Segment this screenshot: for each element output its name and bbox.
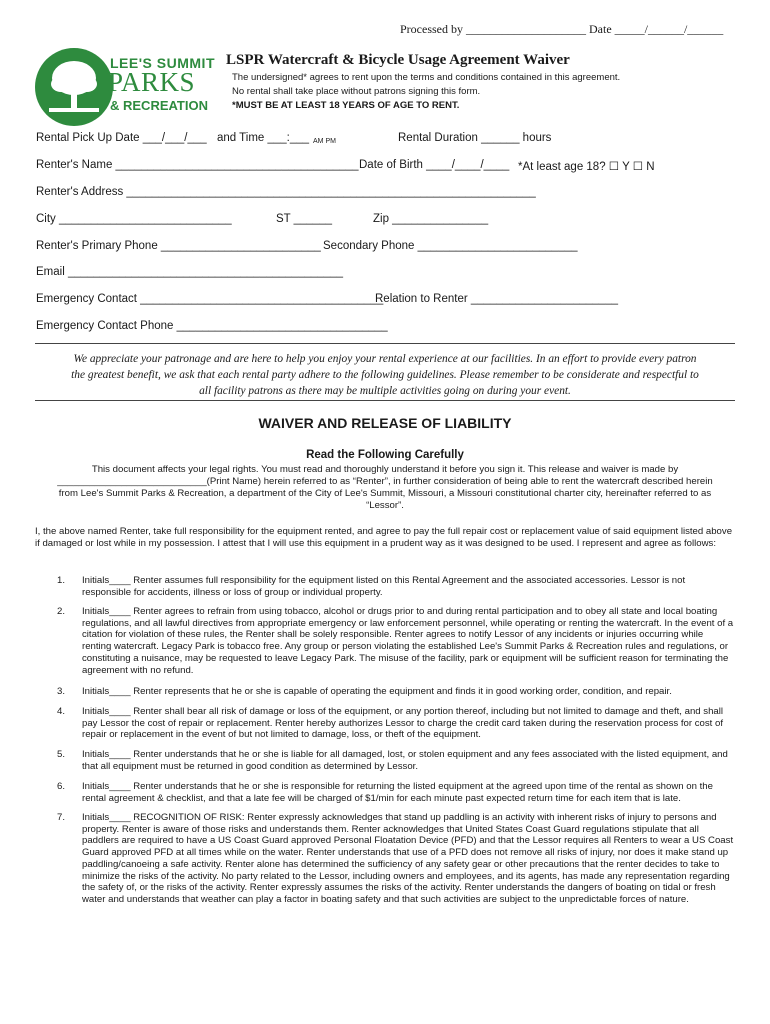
legal-line: “Lessor”. <box>366 500 404 511</box>
secondary-phone-field[interactable]: Secondary Phone _________________________ <box>323 240 578 252</box>
legal-line: from Lee's Summit Parks & Recreation, a department of the City of Lee's Summit, Missouri, a Missouri constitutional charter city, hereinafter referred to as <box>58 488 712 499</box>
renter-name-field[interactable]: Renter's Name ______________________________________ <box>36 159 359 171</box>
item-text: Initials____ Renter agrees to refrain from using tobacco, alcohol or drugs prior to and during rental participation and to obey all state and local boating regulations, and all lawful directives from appropriate emergency or law enforcement personnel, while operating or renting the watercraft. In the event of a citation for violation of these rules, the Renter shall be solely responsible. Renter agrees to notify Lessor of any incidents or injuries occurring while renting watercraft. Legacy Park is tobacco free. Any group or person violating the established Lee's Summit Parks & Recreation rules and regulations, or constituting a nuisance, may be requested to leave Legacy Park. The misuse of the facility, park or equipment will be sufficient reason for terminating the agreement with no refund. <box>82 606 734 676</box>
pickup-time-field[interactable]: and Time ___:___ <box>217 132 310 144</box>
item-text: Initials____ RECOGNITION OF RISK: Renter expressly acknowledges that stand up paddling is an activity with inherent risks of injury to persons and property. Renter is aware of those risks and understands them. Renter acknowledges that United States Coast Guard regulations stipulate that all paddlers are required to have a US Coast Guard approved Personal Floatation Device (PFD) and that the Lessor requires all Renters to wear a US Coast Guard approved PFD at all times while on the water. Renter understands that use of a PFD does not remove all risks of injury, nor does it make stand up paddling/canoeing a safe activity. Renter alone has determined the sufficiency of any safety gear or other precautions that the renter decides to take to minimize the risks of the activity. No party related to the Lessor, including owners and employees, and its agents, has made any representation regarding the safety of, or the risks of the activity. Renter expressly assumes the risks of the activity. Renter understands the dangers of boating on tidal or fresh water and understands that weather can play a factor in boating safety and that such activities are subject to the unpredictable forces of nature. <box>82 812 734 905</box>
tree-icon <box>35 48 113 126</box>
zip-field[interactable]: Zip _______________ <box>373 213 489 225</box>
address-field[interactable]: Renter's Address ________________________________________________________________ <box>36 186 536 198</box>
divider <box>35 343 735 344</box>
appreciation-line: We appreciate your patronage and are here to help you enjoy your rental experience at our facilities. In an effort to provide every patron <box>73 353 697 365</box>
emergency-contact-field[interactable]: Emergency Contact ______________________________________ <box>36 293 384 305</box>
item-number: 2. <box>57 606 66 617</box>
rental-duration-field[interactable]: Rental Duration ______ hours <box>398 132 552 144</box>
logo-line-3: & RECREATION <box>110 98 208 113</box>
form-title: LSPR Watercraft & Bicycle Usage Agreement Waiver <box>226 52 570 68</box>
item-text: Initials____ Renter assumes full responsibility for the equipment listed on this Rental Agreement and the associated accessories. Lessor is not responsible for accidents, illness or loss of group or individual property. <box>82 575 686 598</box>
item-number: 1. <box>57 575 66 586</box>
legal-line: This document affects your legal rights. You must read and thoroughly understand it before you sign it. This release and waiver is made by <box>91 464 679 475</box>
age-checkbox-group[interactable]: *At least age 18? ☐ Y ☐ N <box>518 161 655 173</box>
item-number: 5. <box>57 749 66 760</box>
age-requirement: *MUST BE AT LEAST 18 YEARS OF AGE TO RENT. <box>232 100 460 111</box>
renter-statement: I, the above named Renter, take full responsibility for the equipment rented, and agree to pay the full repair cost or replacement value of said equipment listed above if damaged or lost while in my possession. I attest that I will use this equipment in a prudent way as it was designed to be used. I represent and agree as follows: <box>35 526 733 549</box>
emergency-phone-field[interactable]: Emergency Contact Phone _________________________________ <box>36 320 388 332</box>
state-field[interactable]: ST ______ <box>276 213 333 225</box>
appreciation-line: all facility patrons as there may be multiple activities going on during your event. <box>199 385 571 397</box>
primary-phone-field[interactable]: Renter's Primary Phone _________________________ <box>36 240 321 252</box>
item-number: 4. <box>57 706 66 717</box>
legal-rights-paragraph <box>35 464 735 512</box>
email-field[interactable]: Email ___________________________________________ <box>36 266 343 278</box>
legal-line: ____________________________(Print Name) herein referred to as “Renter”, in further consideration of being able to rent the watercraft described herein <box>57 476 713 487</box>
intro-block <box>232 71 620 113</box>
divider <box>35 400 735 401</box>
waiver-heading: WAIVER AND RELEASE OF LIABILITY <box>258 415 512 431</box>
relation-field[interactable]: Relation to Renter _______________________ <box>375 293 618 305</box>
ampm-label: AM PM <box>313 138 336 145</box>
item-text: Initials____ Renter understands that he or she is responsible for returning the listed equipment at the agreed upon time of the rental as shown on the rental agreement & checklist, and that a late fee will be charged of $1/min for each minute past expected return time for each item that is late. <box>82 781 713 804</box>
appreciation-note <box>35 351 735 399</box>
city-field[interactable]: City ___________________________ <box>36 213 232 225</box>
dob-field[interactable]: Date of Birth ____/____/____ <box>359 159 510 171</box>
pickup-date-field[interactable]: Rental Pick Up Date ___/___/___ <box>36 132 207 144</box>
item-number: 7. <box>57 812 66 823</box>
intro-line: No rental shall take place without patrons signing this form. <box>232 86 481 97</box>
read-carefully-heading: Read the Following Carefully <box>306 449 464 461</box>
processed-by-line: Processed by ____________________ Date _____/______/______ <box>400 22 724 36</box>
appreciation-line: the greatest benefit, we ask that each rental party adhere to the following guidelines. Please remember to be considerate and respectful to <box>71 369 699 381</box>
item-text: Initials____ Renter shall bear all risk of damage or loss of the equipment, or any portion thereof, including but not limited to damage and theft, and shall pay Lessor the cost of repair or replacement. Renter hereby authorizes Lessor to charge the credit card taken during the reservation process for cost of repair or replacement in the event of but not limited to damage, loss, or theft of the equipment. <box>82 706 724 741</box>
logo-tree-emblem <box>35 48 113 126</box>
item-text: Initials____ Renter understands that he or she is liable for all damaged, lost, or stolen equipment and any fees associated with the listed equipment, and that all equipment must be returned in good condition as determined by Lessor. <box>82 749 728 772</box>
item-number: 6. <box>57 781 66 792</box>
item-text: Initials____ Renter represents that he or she is capable of operating the equipment and finds it in good working order, condition, and repair. <box>82 686 672 697</box>
logo-line-2: PARKS <box>108 67 196 97</box>
item-number: 3. <box>57 686 66 697</box>
intro-line: The undersigned* agrees to rent upon the terms and conditions contained in this agreement. <box>232 72 621 83</box>
logo-line-1: LEE'S SUMMIT <box>110 55 215 71</box>
